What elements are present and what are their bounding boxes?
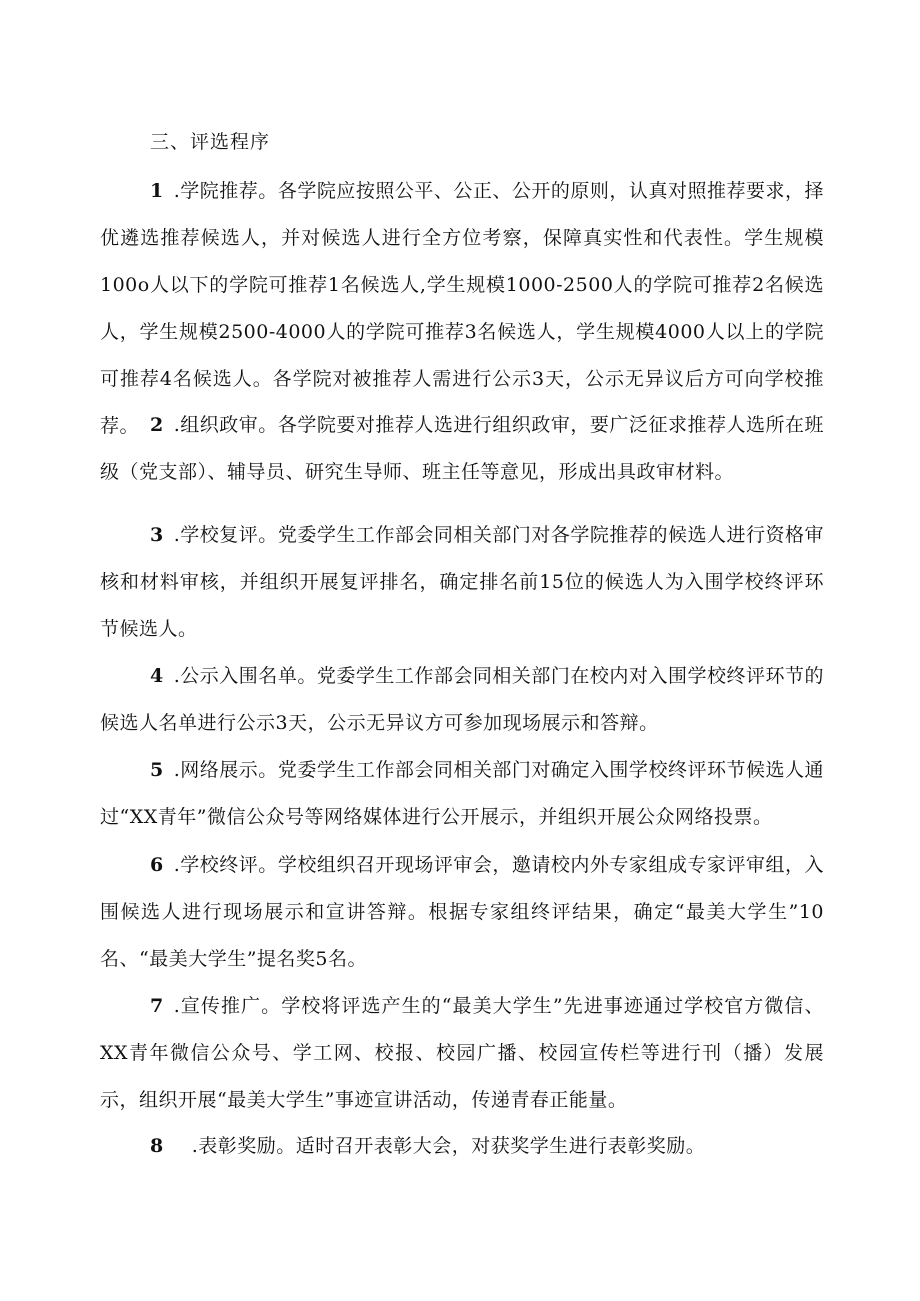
procedure-item-2 [100, 402, 824, 496]
item-number: 7 [150, 995, 164, 1017]
item-text: .公示入围名单。党委学生工作部会同相关部门在校内对入围学校终评环节的候选人名单进行公示3天，公示无异议方可参加现场展示和答辩。 [100, 665, 824, 734]
item-text: .表彰奖励。适时召开表彰大会，对获奖学生进行表彰奖励。 [191, 1135, 706, 1157]
procedure-item-6 [100, 842, 824, 983]
item-number: 1 [150, 180, 164, 202]
item-number: 6 [150, 854, 164, 876]
item-text: .学校终评。学校组织召开现场评审会，邀请校内外专家组成专家评审组，入围候选人进行现场展示和宣讲答辩。根据专家组终评结果，确定“最美大学生”10名、“最美大学生”提名奖5名。 [100, 854, 824, 970]
section-heading: 三、评选程序 [150, 131, 271, 153]
item-number: 5 [150, 759, 164, 781]
item-number: 3 [150, 524, 164, 546]
item-number: 8 [150, 1135, 164, 1157]
item-text: .学校复评。党委学生工作部会同相关部门对各学院推荐的候选人进行资格审核和材料审核，并组织开展复评排名，确定排名前15位的候选人为入围学校终评环节候选人。 [100, 524, 824, 640]
item-text: .学院推荐。各学院应按照公平、公正、公开的原则，认真对照推荐要求，择优遴选推荐候选人，并对候选人进行全方位考察，保障真实性和代表性。学生规模100o人以下的学院可推荐1名候选人,学生规模1000-2500人的学院可推荐2名候选人，学生规模2500-4000人的学院可推荐3名候选人，学生规模4000人以上的学院可推荐4名候选人。各学院对被推荐人需进行公示3天，公示无异议后方可向学校推荐。 [100, 180, 824, 437]
procedure-item-4 [100, 653, 824, 747]
item-number: 4 [150, 665, 164, 687]
item-number: 2 [150, 414, 164, 436]
item-text: .组织政审。各学院要对推荐人选进行组织政审，要广泛征求推荐人选所在班级（党支部）、辅导员、研究生导师、班主任等意见，形成出具政审材料。 [100, 414, 824, 483]
procedure-item-7 [100, 983, 824, 1124]
item-text: .网络展示。党委学生工作部会同相关部门对确定入围学校终评环节候选人通过“XX青年”微信公众号等网络媒体进行公开展示，并组织开展公众网络投票。 [100, 759, 824, 828]
procedure-item-8 [100, 1123, 824, 1170]
item-text: .宣传推广。学校将评选产生的“最美大学生”先进事迹通过学校官方微信、XX青年微信公众号、学工网、校报、校园广播、校园宣传栏等进行刊（播）发展示，组织开展“最美大学生”事迹宣讲活动，传递青春正能量。 [100, 995, 824, 1111]
procedure-item-3 [100, 512, 824, 653]
procedure-item-5 [100, 747, 824, 841]
